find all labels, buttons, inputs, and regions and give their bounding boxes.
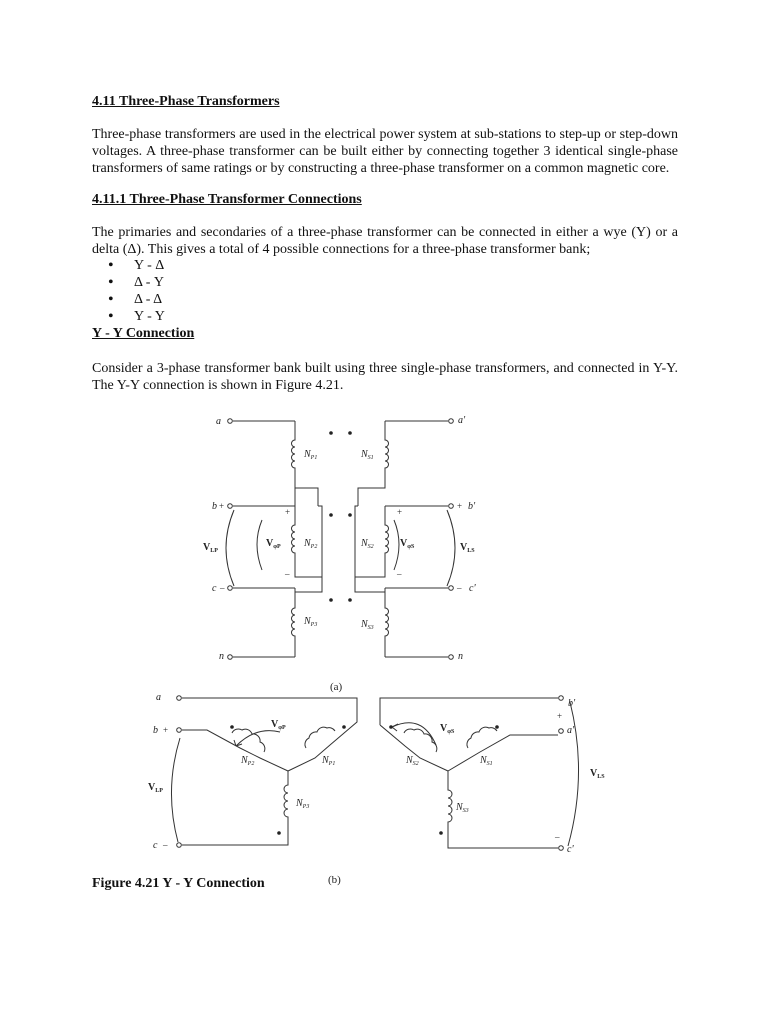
svg-text:–: – [457,583,462,593]
terminal-b [228,504,233,509]
svg-text:NP1: $N_{P1}$ [322,755,336,767]
label-vls: $V_{LS}$ [460,542,475,554]
yy-text: Consider a 3-phase transformer bank built using three single-phase transformers, and connected in Y-Y. The Y-Y connection is shown in Figure 4.21. [92,361,678,393]
svg-text:c': c' [567,844,574,855]
svg-text:+: + [457,501,463,511]
svg-text:NS2: $N_{S2}$ [406,755,419,767]
label-np1: $N_{P1}$ [304,449,318,461]
svg-text:+: + [285,507,291,517]
terminal-b-prime [449,504,454,509]
label-b-vls: $V_{LS}$ [590,768,605,780]
terminal-a-label: a [216,416,221,427]
terminal-a [228,419,233,424]
label-vlp: $V_{LP}$ [203,542,218,554]
svg-text:a: a [156,692,161,703]
list-item: • Y - Y [108,308,165,325]
terminal-c [228,586,233,591]
part-b-label: (b) [328,874,341,886]
terminal-c-label: c [212,583,217,594]
svg-text:+: + [397,507,403,517]
label-vphis: $V_{\varphi S}$ [400,538,415,550]
terminal-c-minus: – [220,583,225,593]
list-item: • Δ - Δ [108,291,165,308]
terminal-b-plus: + [219,501,225,511]
label-b-vlp: $V_{LP}$ [148,782,163,794]
yy-title: Y - Y Connection [92,326,195,341]
svg-text:n: n [458,651,463,662]
list-item: • Δ - Y [108,274,165,291]
label-b-vphip: $V_{\varphi P}$ [271,719,286,731]
part-a-label: (a) [330,681,343,693]
terminal-n-prime [449,655,454,660]
label-b-vphis: $V_{\varphi S}$ [440,723,455,735]
terminal-n [228,655,233,660]
svg-text:c': c' [469,583,476,594]
figure-part-b [148,692,605,886]
section-intro: Three-phase transformers are used in the electrical power system at sub-stations to step-up or step-down voltages. A three-phase transformer can be built either by connecting together 3 identical single-phase transformers of same ratings or by constructing a three-phase transformer on a common magnetic core. [92,127,678,176]
list-item: • Y - Δ [108,257,165,274]
svg-text:–: – [285,569,290,579]
subsection-text: The primaries and secondaries of a three-phase transformer can be connected in either a wye (Y) or a delta (Δ). This gives a total of 4 possible connections for a three-phase transformer bank; [92,225,678,257]
label-ns2: $N_{S2}$ [361,538,374,550]
svg-text:NS3: $N_{S3}$ [456,802,469,814]
svg-text:b: b [153,725,158,736]
svg-text:c: c [153,840,158,851]
svg-text:a': a' [567,725,575,736]
svg-text:–: – [555,832,560,842]
svg-text:–: – [397,569,402,579]
svg-text:–: – [163,840,168,850]
svg-text:+: + [557,711,563,721]
svg-text:a': a' [458,415,466,426]
figure-caption: Figure 4.21 Y - Y Connection [92,876,265,891]
figure-part-a [203,415,476,693]
section-title: 4.11 Three-Phase Transformers [92,94,280,109]
svg-text:b': b' [468,501,476,512]
svg-text:NP3: $N_{P3}$ [296,798,310,810]
svg-text:+: + [163,725,169,735]
label-ns3: $N_{S3}$ [361,619,374,631]
label-ns1: $N_{S1}$ [361,449,374,461]
terminal-c-prime [449,586,454,591]
svg-text:b': b' [568,698,576,709]
subsection-title: 4.11.1 Three-Phase Transformer Connections [92,192,362,207]
label-np2: $N_{P2}$ [304,538,318,550]
label-np3: $N_{P3}$ [304,616,318,628]
terminal-b-label: b [212,501,217,512]
terminal-a-prime [449,419,454,424]
svg-text:NP2: $N_{P2}$ [241,755,255,767]
terminal-n-label: n [219,651,224,662]
label-vphip: $V_{\varphi P}$ [266,538,281,550]
svg-text:NS1: $N_{S1}$ [480,755,493,767]
